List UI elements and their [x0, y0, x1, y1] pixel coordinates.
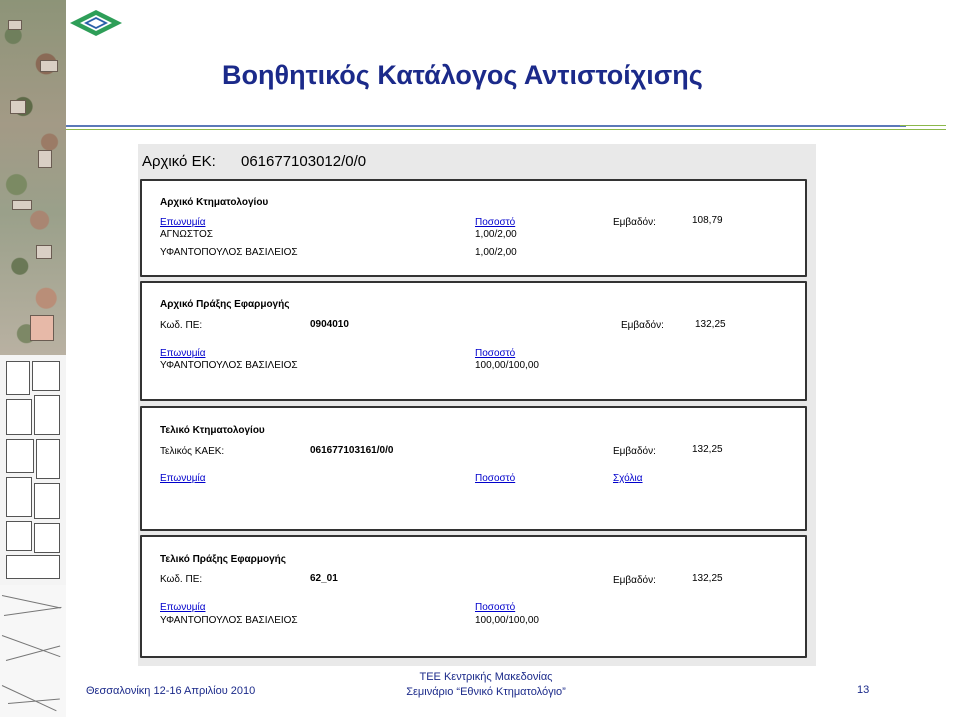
area-value: 132,25 — [692, 573, 723, 584]
code-value: 0904010 — [310, 319, 349, 330]
initial-ek-label: Αρχικό ΕΚ: — [142, 153, 216, 170]
initial-ek-value: 061677103012/0/0 — [241, 153, 367, 170]
kaek-value: 061677103161/0/0 — [310, 445, 394, 456]
header-divider-line — [900, 125, 946, 126]
owner-name: ΑΓΝΩΣΤΟΣ — [160, 229, 213, 240]
owner-share: 100,00/100,00 — [475, 615, 539, 626]
decorative-left-strip — [0, 0, 66, 717]
header-divider-line — [66, 125, 906, 127]
area-value: 108,79 — [692, 215, 723, 226]
column-header-name: Επωνυμία — [160, 217, 206, 228]
owner-share: 1,00/2,00 — [475, 229, 517, 240]
cadastre-logo-icon — [66, 6, 126, 40]
code-label: Κωδ. ΠΕ: — [160, 320, 203, 331]
footer-seminar-line: Σεμινάριο “Εθνικό Κτηματολόγιο” — [406, 686, 566, 698]
footer-date-location: Θεσσαλονίκη 12-16 Απριλίου 2010 — [86, 685, 256, 697]
column-header-share: Ποσοστό — [475, 602, 516, 613]
owner-name: ΥΦΑΝΤΟΠΟΥΛΟΣ ΒΑΣΙΛΕΙΟΣ — [160, 247, 298, 258]
section-heading: Τελικό Πράξης Εφαρμογής — [160, 554, 286, 565]
map-sketch-image — [0, 585, 66, 717]
code-value: 62_01 — [310, 573, 338, 584]
column-header-name: Επωνυμία — [160, 348, 206, 359]
cadastral-plan-image — [0, 355, 66, 585]
column-header-share: Ποσοστό — [475, 473, 516, 484]
area-label: Εμβαδόν: — [613, 446, 656, 457]
header-divider-line — [66, 129, 946, 130]
owner-name: ΥΦΑΝΤΟΠΟΥΛΟΣ ΒΑΣΙΛΕΙΟΣ — [160, 615, 298, 626]
section-heading: Αρχικό Κτηματολογίου — [160, 197, 269, 208]
area-label: Εμβαδόν: — [621, 320, 664, 331]
area-value: 132,25 — [692, 444, 723, 455]
page-number: 13 — [857, 684, 870, 696]
kaek-label: Τελικός ΚΑΕΚ: — [160, 446, 225, 457]
initial-cadastre-section — [140, 179, 807, 277]
footer-org-line: ΤΕΕ Κεντρικής Μακεδονίας — [419, 671, 553, 683]
column-header-name: Επωνυμία — [160, 602, 206, 613]
footer-organization — [396, 670, 576, 700]
owner-name: ΥΦΑΝΤΟΠΟΥΛΟΣ ΒΑΣΙΛΕΙΟΣ — [160, 360, 298, 371]
column-header-name: Επωνυμία — [160, 473, 206, 484]
code-label: Κωδ. ΠΕ: — [160, 574, 203, 585]
section-heading: Αρχικό Πράξης Εφαρμογής — [160, 299, 290, 310]
column-header-share: Ποσοστό — [475, 348, 516, 359]
area-label: Εμβαδόν: — [613, 575, 656, 586]
owner-share: 1,00/2,00 — [475, 247, 517, 258]
column-header-share: Ποσοστό — [475, 217, 516, 228]
column-header-comments: Σχόλια — [613, 473, 643, 484]
area-value: 132,25 — [695, 319, 726, 330]
section-heading: Τελικό Κτηματολογίου — [160, 425, 265, 436]
aerial-photo-image — [0, 0, 66, 355]
page-title: Βοηθητικός Κατάλογος Αντιστοίχισης — [222, 60, 703, 90]
area-label: Εμβαδόν: — [613, 217, 656, 228]
owner-share: 100,00/100,00 — [475, 360, 539, 371]
